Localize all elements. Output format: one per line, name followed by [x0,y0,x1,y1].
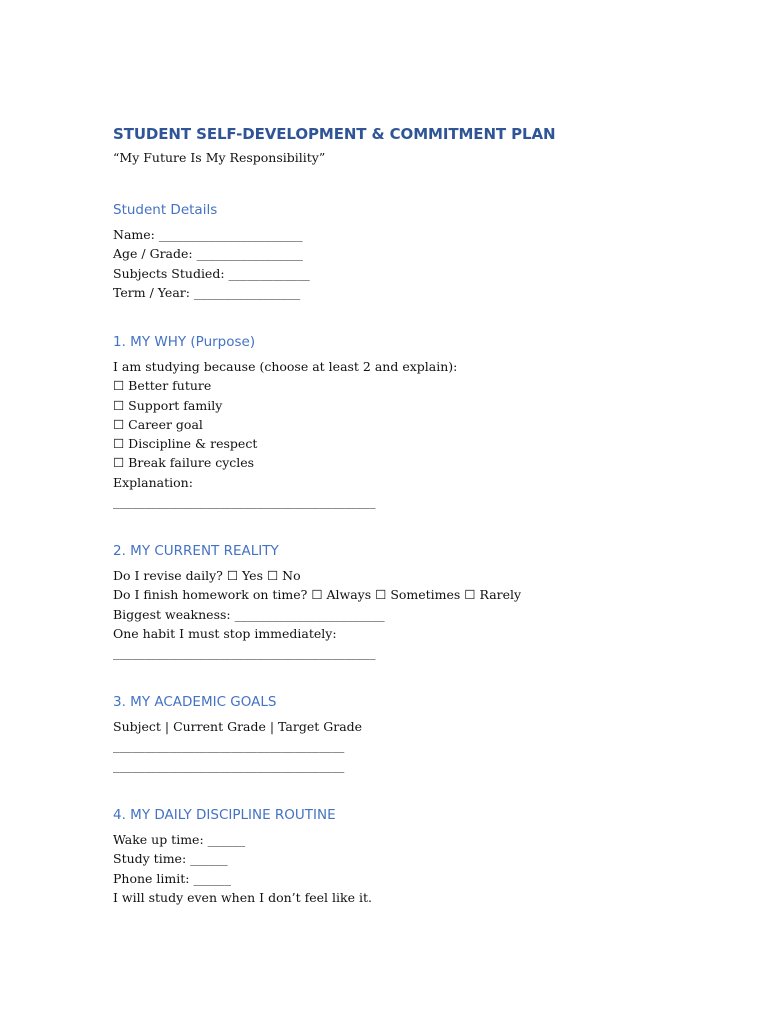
explanation-label: Explanation: [113,474,193,490]
goals-blank-line: _____________________________________ [113,757,345,773]
section-daily-routine [113,806,713,907]
section-heading: 4. MY DAILY DISCIPLINE ROUTINE [113,807,336,823]
term-year-field-line: Term / Year: _________________ [113,284,301,300]
checkbox-option-career-goal: ☐ Career goal [113,416,203,432]
checkbox-option-break-failure-cycles: ☐ Break failure cycles [113,455,255,471]
explanation-blank-line: __________________________________________ [113,494,376,510]
why-prompt: I am studying because (choose at least 2 and explain): [113,359,458,374]
subjects-field-line: Subjects Studied: _____________ [113,265,310,281]
document-title: STUDENT SELF-DEVELOPMENT & COMMITMENT PLAN [113,125,556,143]
section-my-why [113,333,713,511]
wake-up-time-field-line: Wake up time: ______ [113,832,246,847]
section-heading: 1. MY WHY (Purpose) [113,334,256,350]
phone-limit-field-line: Phone limit: ______ [113,870,231,886]
section-student-details [113,201,713,302]
section-heading: Student Details [113,202,218,218]
age-grade-field-line: Age / Grade: _________________ [113,246,303,262]
document-subtitle: “My Future Is My Responsibility” [113,150,326,165]
goals-blank-line: _____________________________________ [113,738,345,754]
biggest-weakness-field-line: Biggest weakness: ________________________ [113,606,385,622]
checkbox-option-better-future: ☐ Better future [113,378,212,394]
section-current-reality [113,542,713,662]
commitment-statement: I will study even when I don’t feel like it. [113,889,372,905]
checkbox-option-discipline-respect: ☐ Discipline & respect [113,436,258,452]
revise-daily-question: Do I revise daily? ☐ Yes ☐ No [113,568,301,583]
section-heading: 2. MY CURRENT REALITY [113,543,279,559]
section-heading: 3. MY ACADEMIC GOALS [113,694,277,710]
checkbox-option-support-family: ☐ Support family [113,397,223,413]
goals-table-header: Subject | Current Grade | Target Grade [113,719,363,734]
name-field-line: Name: _______________________ [113,227,303,242]
habit-blank-line: __________________________________________ [113,645,376,661]
homework-question: Do I finish homework on time? ☐ Always ☐ Sometimes ☐ Rarely [113,587,522,603]
section-academic-goals [113,693,713,775]
study-time-field-line: Study time: ______ [113,851,228,867]
habit-to-stop-label: One habit I must stop immediately: [113,625,337,641]
